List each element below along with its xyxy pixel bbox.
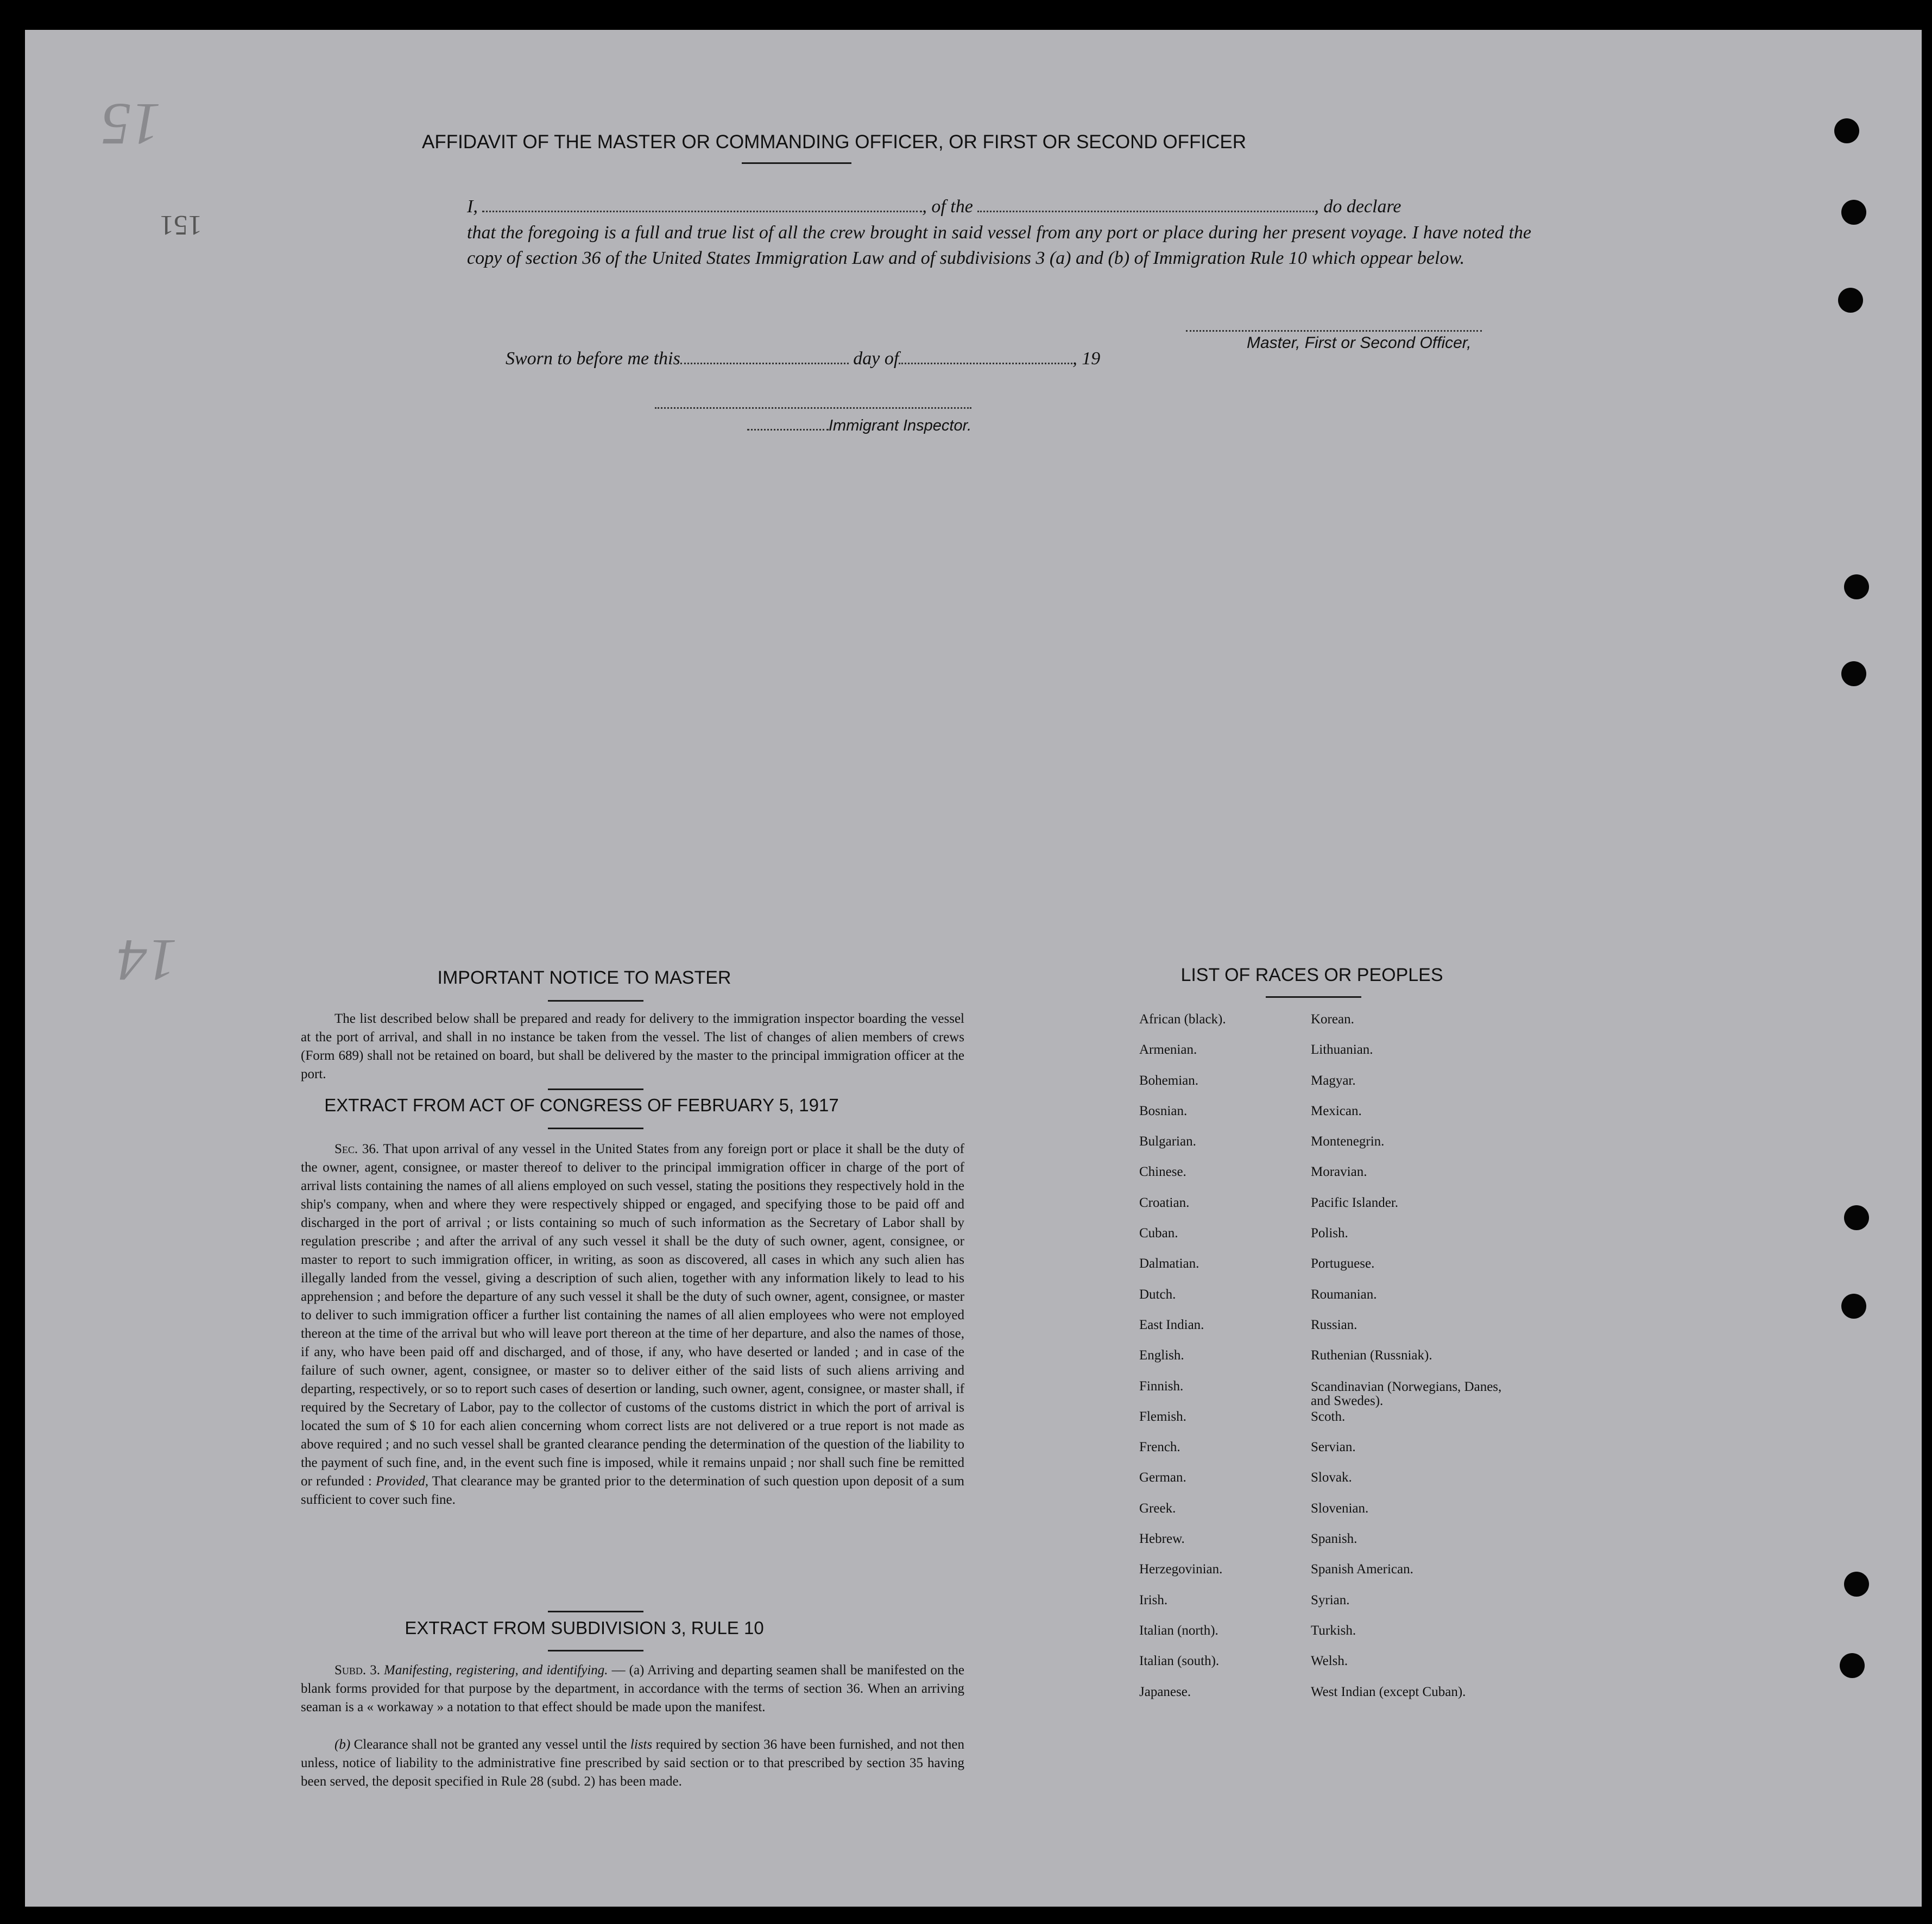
race-item: Welsh.	[1311, 1654, 1348, 1669]
race-item: Bohemian.	[1139, 1073, 1199, 1088]
rule-b-text-2: required by section 36 have been furnished, and not then unless, notice of liability to the administrative fine prescribed by said section or to that prescribed by section 35 having been served, the deposit specified in Rule 28 (subd. 2) has been made.	[301, 1737, 964, 1789]
race-item: Finnish.	[1139, 1378, 1184, 1394]
year-label: , 19	[1072, 349, 1101, 369]
race-item: Slovenian.	[1311, 1501, 1369, 1516]
punch-hole-icon	[1840, 1653, 1865, 1678]
rule-a-text: — (a) Arriving and departing seamen shall be manifested on the blank forms provided for that purpose by the department, in accordance with the terms of section 36. When an arriving seaman is a « workaway » a notation to that effect should be made upon the manifest.	[301, 1663, 964, 1714]
notice-title-rule	[548, 1000, 643, 1002]
sworn-month-blank	[899, 363, 1072, 364]
rule-b-text-1: Clearance shall not be granted any vessel until the	[353, 1737, 627, 1752]
punch-hole-icon	[1838, 288, 1863, 313]
race-item: Slovak.	[1311, 1470, 1352, 1485]
race-item: Dutch.	[1139, 1287, 1176, 1302]
race-item: Ruthenian (Russniak).	[1311, 1348, 1432, 1363]
race-item: Hebrew.	[1139, 1531, 1185, 1547]
rule-title: EXTRACT FROM SUBDIVISION 3, RULE 10	[405, 1618, 764, 1638]
affidavit-of-the: , of the	[922, 197, 973, 217]
race-item: Turkish.	[1311, 1623, 1356, 1638]
rule-subd-heading: Manifesting, registering, and identifying.	[384, 1663, 608, 1678]
race-item: Dalmatian.	[1139, 1256, 1199, 1271]
punch-hole-icon	[1834, 118, 1859, 143]
race-item: East Indian.	[1139, 1317, 1204, 1332]
race-item: African (black).	[1139, 1012, 1226, 1027]
races-column-2	[1311, 1010, 1539, 1713]
affidavit-do-declare: , do declare	[1314, 197, 1401, 217]
margin-mark-top: 15	[101, 91, 161, 157]
race-item: Moravian.	[1311, 1164, 1367, 1180]
punch-hole-icon	[1841, 200, 1866, 225]
race-item: Lithuanian.	[1311, 1042, 1373, 1058]
race-item: Montenegrin.	[1311, 1134, 1385, 1149]
race-item: Spanish.	[1311, 1531, 1358, 1547]
inspector-signature-line	[655, 407, 971, 409]
race-item: Roumanian.	[1311, 1287, 1377, 1302]
punch-hole-icon	[1844, 574, 1869, 599]
name-blank	[482, 211, 922, 212]
rule-subd-a	[301, 1661, 964, 1717]
race-item: Spanish American.	[1311, 1562, 1413, 1577]
sworn-line	[506, 349, 1100, 369]
act-provided-label: Provided,	[376, 1474, 428, 1489]
race-item: Korean.	[1311, 1012, 1354, 1027]
race-item: Irish.	[1139, 1592, 1168, 1607]
race-item: Bulgarian.	[1139, 1134, 1196, 1149]
act-text	[301, 1140, 964, 1509]
race-item: Russian.	[1311, 1317, 1358, 1332]
race-item: Polish.	[1311, 1226, 1348, 1241]
rule-title-rule	[548, 1650, 643, 1651]
race-item: Italian (north).	[1139, 1623, 1218, 1638]
inspector-label: Immigrant Inspector.	[829, 417, 972, 434]
vessel-blank	[977, 211, 1314, 212]
margin-mark-middle: 14	[117, 927, 177, 993]
master-signature-line	[1186, 330, 1482, 332]
notice-title: IMPORTANT NOTICE TO MASTER	[437, 967, 731, 988]
race-item: German.	[1139, 1470, 1186, 1485]
notice-rule	[548, 1088, 643, 1090]
sworn-label: Sworn to before me this	[506, 349, 680, 369]
rule-subd-label: Subd. 3.	[334, 1663, 380, 1678]
notice-text: The list described below shall be prepared and ready for delivery to the immigration inspector boarding the vessel at the port of arrival, and shall in no instance be taken from the vessel. The list of changes of alien members of crews (Form 689) shall not be retained on board, but shall be delivered by the master to the principal immigration officer at the port.	[301, 1011, 964, 1081]
race-item: Croatian.	[1139, 1195, 1190, 1210]
race-item: French.	[1139, 1440, 1180, 1455]
race-item: Scoth.	[1311, 1409, 1346, 1424]
punch-hole-icon	[1841, 1294, 1866, 1319]
race-item: Scandinavian (Norwegians, Danes, and Swedes).	[1311, 1379, 1502, 1408]
race-item: Italian (south).	[1139, 1654, 1220, 1669]
affidavit-title-rule	[742, 162, 851, 164]
race-item: Japanese.	[1139, 1684, 1191, 1699]
races-title-rule	[1266, 996, 1361, 998]
race-item: Syrian.	[1311, 1592, 1350, 1607]
sworn-day-blank	[680, 363, 849, 364]
affidavit-title: AFFIDAVIT OF THE MASTER OR COMMANDING OFFICER, OR FIRST OR SECOND OFFICER	[421, 131, 1247, 153]
inspector-line	[747, 417, 971, 435]
punch-hole-icon	[1844, 1572, 1869, 1597]
race-item: Servian.	[1311, 1440, 1356, 1455]
act-end-rule	[548, 1611, 643, 1612]
race-item: Mexican.	[1311, 1103, 1362, 1118]
margin-number: 151	[160, 210, 202, 240]
rule-b-label: (b)	[334, 1737, 351, 1752]
affidavit-body: that the foregoing is a full and true list of all the crew brought in said vessel from any port or place during her present voyage. I have noted the copy of section 36 of the United States Immigration Law and of subdivisions 3 (a) and (b) of Immigration Rule 10 which oppear below.	[467, 223, 1531, 268]
act-title: EXTRACT FROM ACT OF CONGRESS OF FEBRUARY 5, 1917	[324, 1095, 839, 1115]
punch-hole-icon	[1841, 661, 1866, 686]
act-title-rule	[548, 1128, 643, 1129]
race-item: Pacific Islander.	[1311, 1195, 1399, 1210]
day-of-label: day of	[853, 349, 899, 369]
act-body: That upon arrival of any vessel in the United States from any foreign port or place it shall be the duty of the owner, agent, consignee, or master thereof to deliver to the principal immigration officer in charge of the port of arrival lists containing the names of all aliens employed on such vessel, stating the positions they respectively hold in the ship's company, when and where they were respectively shipped or engaged, and specifying those to be paid off and discharged in the port of arrival ; or lists containing so much of such information as the Secretary of Labor shall by regulation prescribe ; and after the arrival of any such vessel it shall be the duty of such owner, agent, consignee, or master to report to such immigration officer, in writing, as soon as discovered, all cases in which any such alien has illegally landed from the vessel, giving a description of such alien, together with any information likely to lead to his apprehension ; and before the departure of any such vessel it shall be the duty of such owner, agent, consignee, or master to deliver to such immigration officer a further list containing the names of all alien employees who were not employed thereon at the time of the arrival but who will leave port thereon at the time of her departure, and also the names of those, if any, who have been paid off and discharged, and of those, if any, who have deserted or landed ; and in case of the failure of such owner, agent, consignee, or master so to deliver either of the said lists of such aliens arriving and departing, respectively, or so to report such cases of desertion or landing, such owner, agent, consignee, or master shall, if required by the Secretary of Labor, pay to the collector of customs of the customs district in which the port of arrival is located the sum of $ 10 for each alien concerning whom correct lists are not delivered or a true report is not made as above required ; and no such vessel shall be granted clearance pending the determination of the question of the liability to the payment of such fine, and, in the event such fine is imposed, while it remains unpaid ; nor shall such fine be remitted or refunded :	[301, 1142, 965, 1489]
race-item: West Indian (except Cuban).	[1311, 1684, 1466, 1699]
race-item: Chinese.	[1139, 1164, 1186, 1180]
race-item: English.	[1139, 1348, 1184, 1363]
affidavit-declaration-line	[467, 197, 1531, 217]
race-item: Armenian.	[1139, 1042, 1197, 1058]
punch-hole-icon	[1844, 1205, 1869, 1230]
race-item: Cuban.	[1139, 1226, 1178, 1241]
document-page	[25, 30, 1922, 1907]
race-item: Portuguese.	[1311, 1256, 1375, 1271]
races-title: LIST OF RACES OR PEOPLES	[1180, 965, 1443, 985]
race-item: Herzegovinian.	[1139, 1562, 1223, 1577]
race-item: Bosnian.	[1139, 1103, 1188, 1118]
rule-b-lists: lists	[630, 1737, 653, 1752]
act-sec-label: Sec. 36.	[334, 1142, 380, 1156]
master-signature-label: Master, First or Second Officer,	[1247, 334, 1472, 352]
act-provided-text: That clearance may be granted prior to the determination of such question upon deposit of a sum sufficient to cover such fine.	[301, 1474, 964, 1507]
rule-subd-b	[301, 1736, 964, 1791]
race-item: Magyar.	[1311, 1073, 1356, 1088]
inspector-blank	[747, 429, 829, 431]
race-item: Greek.	[1139, 1501, 1176, 1516]
races-column-1	[1139, 1010, 1302, 1713]
affidavit-i-label: I,	[467, 197, 478, 217]
race-item: Flemish.	[1139, 1409, 1186, 1424]
